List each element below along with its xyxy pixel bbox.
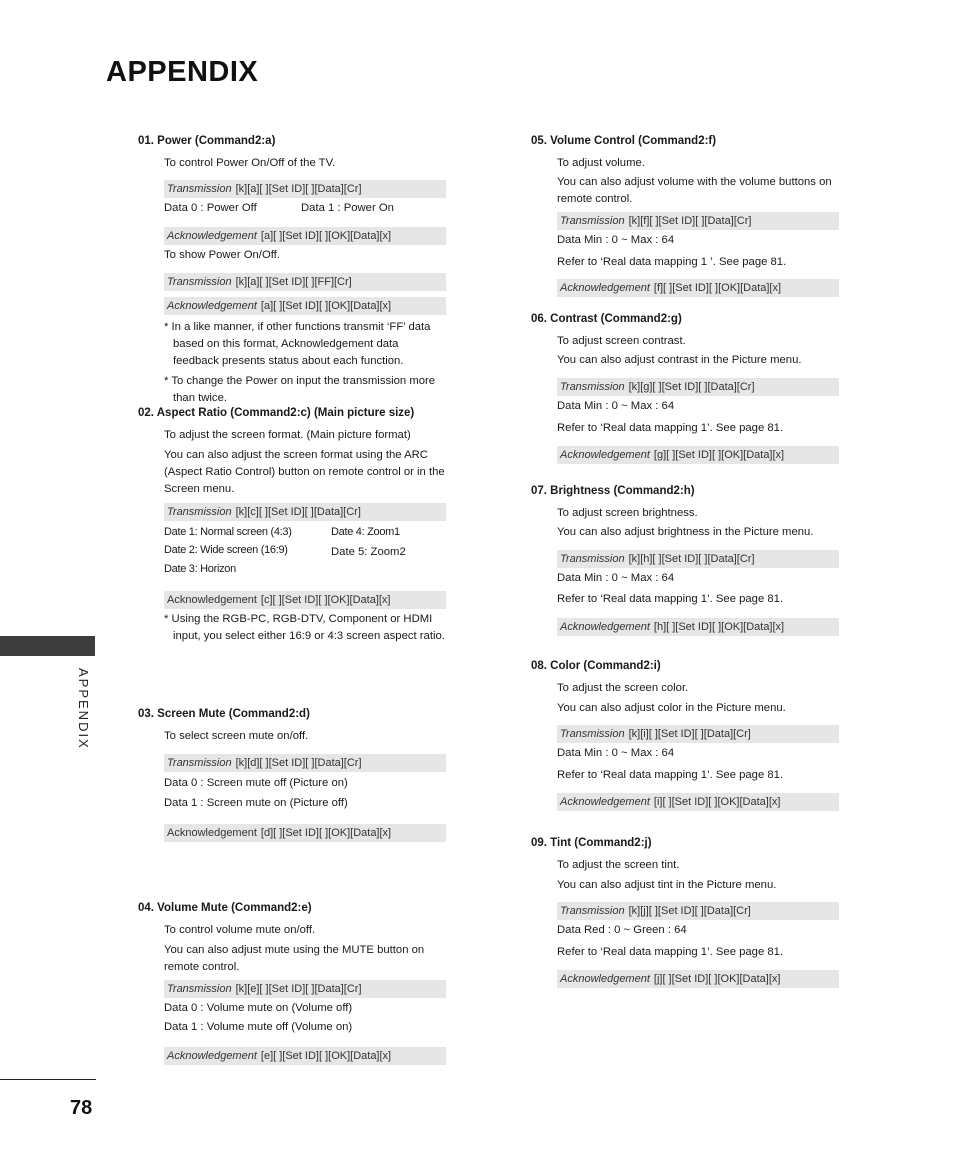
section-description: You can also adjust color in the Picture menu. bbox=[557, 702, 786, 714]
data-value: Data 1 : Volume mute off (Volume on) bbox=[164, 1021, 353, 1033]
acknowledgement-code: [i][ ][Set ID][ ][OK][Data][x] bbox=[653, 796, 781, 808]
transmission-label: Transmission bbox=[167, 276, 232, 288]
acknowledgement-label: Acknowledgement bbox=[560, 796, 650, 808]
section-description: To adjust screen contrast. bbox=[557, 335, 686, 347]
data-value: Data 1 : Power On bbox=[301, 202, 394, 214]
acknowledgement-label: Acknowledgement bbox=[560, 282, 650, 294]
acknowledgement-code: [j][ ][Set ID][ ][OK][Data][x] bbox=[653, 973, 781, 985]
reference-text: Refer to ‘Real data mapping 1’. See page 81. bbox=[557, 769, 784, 781]
section-heading: 06. Contrast (Command2:g) bbox=[531, 313, 682, 325]
section-description: To control volume mute on/off. bbox=[164, 924, 316, 936]
acknowledgement-box bbox=[557, 618, 839, 636]
side-section-label: APPENDIX bbox=[76, 668, 91, 750]
transmission-label: Transmission bbox=[560, 553, 625, 565]
transmission-code: [k][a][ ][Set ID][ ][Data][Cr] bbox=[235, 183, 362, 195]
footnote: * To change the Power on input the transmission more than twice. bbox=[164, 375, 436, 404]
transmission-box bbox=[557, 550, 839, 568]
footnote: * Using the RGB-PC, RGB-DTV, Component or HDMI input, you select either 16:9 or 4:3 screen aspect ratio. bbox=[164, 613, 445, 642]
acknowledgement-code: [h][ ][Set ID][ ][OK][Data][x] bbox=[653, 621, 785, 633]
section-heading: 03. Screen Mute (Command2:d) bbox=[138, 708, 310, 720]
acknowledgement-label: Acknowledgement bbox=[167, 1050, 257, 1062]
transmission-box bbox=[164, 273, 446, 291]
data-value: Date 5: Zoom2 bbox=[331, 546, 406, 558]
reference-text: Refer to ‘Real data mapping 1’. See page 81. bbox=[557, 422, 784, 434]
transmission-label: Transmission bbox=[560, 905, 625, 917]
transmission-box bbox=[164, 180, 446, 198]
data-value: Data 1 : Screen mute on (Picture off) bbox=[164, 797, 348, 809]
acknowledgement-label: Acknowledgement bbox=[167, 230, 257, 242]
transmission-label: Transmission bbox=[167, 183, 232, 195]
transmission-code: [k][h][ ][Set ID][ ][Data][Cr] bbox=[628, 553, 755, 565]
transmission-code: [k][i][ ][Set ID][ ][Data][Cr] bbox=[628, 728, 751, 740]
section-heading: 04. Volume Mute (Command2:e) bbox=[138, 902, 312, 914]
acknowledgement-box bbox=[164, 824, 446, 842]
section-heading: 01. Power (Command2:a) bbox=[138, 135, 276, 147]
section-description: You can also adjust contrast in the Picture menu. bbox=[557, 354, 802, 366]
acknowledgement-label: Acknowledgement bbox=[560, 973, 650, 985]
acknowledgement-box bbox=[164, 1047, 446, 1065]
section-description: To select screen mute on/off. bbox=[164, 730, 309, 742]
section-description: To adjust the screen tint. bbox=[557, 859, 680, 871]
section-description: To control Power On/Off of the TV. bbox=[164, 157, 336, 169]
page-number: 78 bbox=[70, 1097, 93, 1119]
section-heading: 08. Color (Command2:i) bbox=[531, 660, 661, 672]
page-title: APPENDIX bbox=[106, 56, 259, 88]
acknowledgement-box bbox=[164, 227, 446, 245]
acknowledgement-label: Acknowledgement bbox=[560, 621, 650, 633]
acknowledgement-box bbox=[164, 297, 446, 315]
transmission-code: [k][c][ ][Set ID][ ][Data][Cr] bbox=[235, 506, 361, 518]
acknowledgement-box bbox=[557, 446, 839, 464]
section-description: You can also adjust volume with the volume buttons on remote control. bbox=[557, 176, 832, 205]
transmission-code: [k][a][ ][Set ID][ ][FF][Cr] bbox=[235, 276, 352, 288]
data-value: Data 0 : Screen mute off (Picture on) bbox=[164, 777, 348, 789]
section-description: To adjust screen brightness. bbox=[557, 507, 698, 519]
acknowledgement-code: [a][ ][Set ID][ ][OK][Data][x] bbox=[260, 300, 392, 312]
acknowledgement-code: [a][ ][Set ID][ ][OK][Data][x] bbox=[260, 230, 392, 242]
transmission-code: [k][g][ ][Set ID][ ][Data][Cr] bbox=[628, 381, 755, 393]
section-description: You can also adjust the screen format using the ARC (Aspect Ratio Control) button on remote control or in the Screen menu. bbox=[164, 449, 445, 495]
section-description: You can also adjust mute using the MUTE button on remote control. bbox=[164, 944, 425, 973]
acknowledgement-box bbox=[557, 793, 839, 811]
section-description: You can also adjust brightness in the Picture menu. bbox=[557, 526, 814, 538]
transmission-code: [k][e][ ][Set ID][ ][Data][Cr] bbox=[235, 983, 362, 995]
acknowledgement-code: [g][ ][Set ID][ ][OK][Data][x] bbox=[653, 449, 785, 461]
transmission-code: [k][j][ ][Set ID][ ][Data][Cr] bbox=[628, 905, 751, 917]
data-value: Date 2: Wide screen (16:9) bbox=[164, 544, 288, 556]
acknowledgement-label: Acknowledgement bbox=[167, 300, 257, 312]
data-value: Date 3: Horizon bbox=[164, 563, 236, 575]
reference-text: Refer to ‘Real data mapping 1’. See page 81. bbox=[557, 593, 784, 605]
data-value: Date 1: Normal screen (4:3) bbox=[164, 526, 292, 538]
transmission-label: Transmission bbox=[167, 757, 232, 769]
reference-text: Refer to ‘Real data mapping 1’. See page 81. bbox=[557, 946, 784, 958]
acknowledgement-label: Acknowledgement bbox=[560, 449, 650, 461]
section-description: To adjust volume. bbox=[557, 157, 645, 169]
section-heading: 09. Tint (Command2:j) bbox=[531, 837, 652, 849]
side-tab-bar bbox=[0, 636, 95, 656]
transmission-label: Transmission bbox=[167, 983, 232, 995]
transmission-box bbox=[164, 980, 446, 998]
transmission-box bbox=[557, 212, 839, 230]
transmission-box bbox=[557, 378, 839, 396]
data-range: Data Min : 0 ~ Max : 64 bbox=[557, 234, 675, 246]
reference-text: Refer to ‘Real data mapping 1 ’. See page 81. bbox=[557, 256, 787, 268]
acknowledgement-box bbox=[164, 591, 446, 609]
acknowledgement-code: [e][ ][Set ID][ ][OK][Data][x] bbox=[260, 1050, 392, 1062]
transmission-label: Transmission bbox=[560, 728, 625, 740]
section-description: To show Power On/Off. bbox=[164, 249, 280, 261]
acknowledgement-code: [c][ ][Set ID][ ][OK][Data][x] bbox=[260, 594, 391, 606]
transmission-box bbox=[164, 754, 446, 772]
section-heading: 05. Volume Control (Command2:f) bbox=[531, 135, 717, 147]
transmission-box bbox=[557, 725, 839, 743]
section-description: You can also adjust tint in the Picture menu. bbox=[557, 879, 777, 891]
acknowledgement-code: [d][ ][Set ID][ ][OK][Data][x] bbox=[260, 827, 392, 839]
transmission-box bbox=[557, 902, 839, 920]
data-value: Date 4: Zoom1 bbox=[331, 526, 400, 538]
data-range: Data Min : 0 ~ Max : 64 bbox=[557, 400, 675, 412]
transmission-label: Transmission bbox=[560, 215, 625, 227]
acknowledgement-label: Acknowledgement bbox=[167, 594, 257, 606]
section-description: To adjust the screen format. (Main picture format) bbox=[164, 429, 411, 441]
data-range: Data Min : 0 ~ Max : 64 bbox=[557, 572, 675, 584]
footnote: * In a like manner, if other functions transmit ‘FF’ data based on this format, Acknowledgement data feedback presents status about each function. bbox=[164, 321, 431, 367]
acknowledgement-code: [f][ ][Set ID][ ][OK][Data][x] bbox=[653, 282, 782, 294]
section-heading: 07. Brightness (Command2:h) bbox=[531, 485, 695, 497]
acknowledgement-box bbox=[557, 279, 839, 297]
data-value: Data 0 : Volume mute on (Volume off) bbox=[164, 1002, 353, 1014]
section-description: To adjust the screen color. bbox=[557, 682, 689, 694]
acknowledgement-box bbox=[557, 970, 839, 988]
acknowledgement-label: Acknowledgement bbox=[167, 827, 257, 839]
footer-divider bbox=[0, 1079, 96, 1080]
transmission-label: Transmission bbox=[167, 506, 232, 518]
data-range: Data Min : 0 ~ Max : 64 bbox=[557, 747, 675, 759]
transmission-box bbox=[164, 503, 446, 521]
transmission-code: [k][f][ ][Set ID][ ][Data][Cr] bbox=[628, 215, 752, 227]
data-value: Data 0 : Power Off bbox=[164, 202, 257, 214]
data-range: Data Red : 0 ~ Green : 64 bbox=[557, 924, 687, 936]
transmission-label: Transmission bbox=[560, 381, 625, 393]
transmission-code: [k][d][ ][Set ID][ ][Data][Cr] bbox=[235, 757, 362, 769]
section-heading: 02. Aspect Ratio (Command2:c) (Main picture size) bbox=[138, 407, 415, 419]
